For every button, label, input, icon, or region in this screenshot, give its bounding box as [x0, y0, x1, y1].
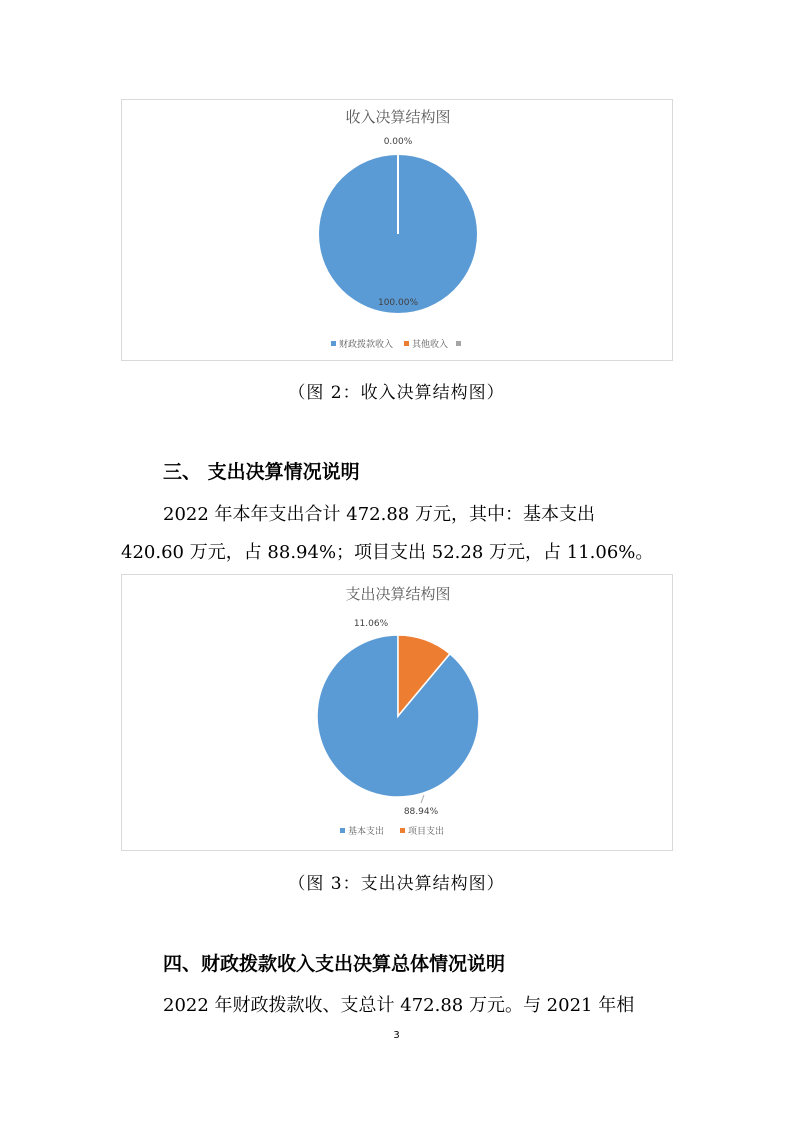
expenditure-structure-chart [121, 574, 673, 851]
leader-line [421, 795, 424, 803]
section-4-paragraph-line-1: 2022 年财政拨款收、支总计 472.88 万元。与 2021 年相 [163, 995, 635, 1016]
figure-2-caption: （图 2：收入决算结构图） [288, 383, 505, 403]
expenditure-pie-svg [122, 575, 674, 852]
income-pie-svg [122, 100, 674, 362]
section-4-heading: 四、财政拨款收入支出决算总体情况说明 [163, 953, 506, 975]
legend-swatch-unnamed [456, 341, 461, 346]
legend-label-fiscal-income: 财政拨款收入 [339, 340, 394, 350]
legend-label-basic-expenditure: 基本支出 [348, 827, 385, 837]
page-number: 3 [393, 1030, 400, 1041]
chart-title: 收入决算结构图 [345, 108, 451, 126]
legend-swatch-other-income [404, 341, 409, 346]
pie-group [317, 635, 479, 797]
legend-label-project-expenditure: 项目支出 [408, 827, 445, 837]
legend-swatch-project-expenditure [400, 828, 405, 833]
section-3-heading: 三、 支出决算情况说明 [163, 461, 360, 483]
income-structure-chart [121, 99, 673, 361]
legend-swatch-basic-expenditure [340, 828, 345, 833]
legend-label-other-income: 其他收入 [412, 340, 449, 350]
data-label-fiscal-income: 100.00% [377, 298, 419, 308]
section-3-paragraph-line-1: 2022 年本年支出合计 472.88 万元，其中：基本支出 [163, 504, 595, 525]
pie-group [319, 155, 477, 313]
legend [340, 825, 444, 837]
chart-title: 支出决算结构图 [345, 585, 451, 603]
legend [331, 338, 461, 350]
data-label-basic-expenditure: 88.94% [403, 807, 439, 817]
section-3-paragraph-line-2: 420.60 万元，占 88.94%；项目支出 52.28 万元，占 11.06%。 [121, 542, 654, 563]
data-label-project-expenditure: 11.06% [353, 619, 389, 629]
figure-3-caption: （图 3：支出决算结构图） [288, 874, 505, 894]
data-label-other-income: 0.00% [383, 137, 413, 147]
legend-swatch-fiscal-income [331, 341, 336, 346]
